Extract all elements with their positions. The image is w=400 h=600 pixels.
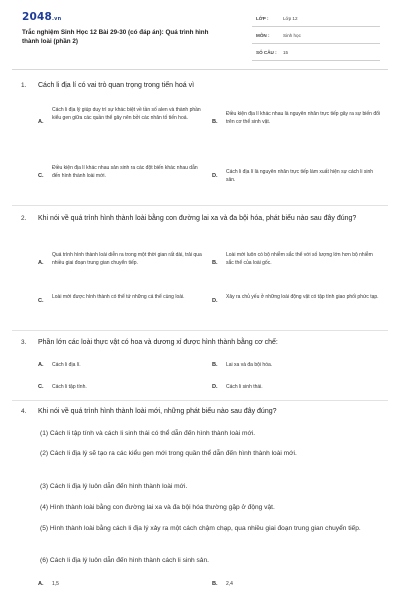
question-number: 2.	[21, 215, 27, 222]
question-number: 3.	[21, 339, 27, 346]
meta-value: Lớp 12	[283, 16, 298, 21]
question-divider	[12, 400, 388, 401]
statement: (3) Cách li địa lý luôn dẫn đến hình thành loài mới.	[40, 483, 188, 490]
option-label: A.	[38, 119, 44, 125]
question-divider	[12, 205, 388, 206]
option-label: B.	[212, 362, 218, 368]
meta-key: SỐ CÂU :	[256, 50, 277, 55]
option-label: C.	[38, 173, 44, 179]
logo-main: 2048	[22, 11, 53, 23]
option-text: Cách li sinh thái.	[226, 384, 263, 390]
option-label: B.	[212, 581, 218, 587]
question-text: Khi nói về quá trình hình thành loài bằng con đường lai xa và đa bội hóa, phát biểu nào sau đây đúng?	[38, 215, 357, 222]
statement: (1) Cách li tập tính và cách li sinh thái có thể dẫn đến hình thành loài mới.	[40, 430, 256, 437]
option-text: Cách li địa lý giúp duy trì sự khác biệt về tần số alen và thành phần kiểu gen giữa các quần thể gây nên bởi các nhân tố tiến hoá.	[52, 107, 201, 121]
meta-row-class	[252, 10, 380, 27]
meta-key: LỚP :	[256, 16, 269, 21]
meta-row-count	[252, 44, 380, 61]
option-text: 2,4	[226, 581, 233, 587]
option-text: Loài mới được hình thành có thể tứ những cá thể cùng loài.	[52, 294, 185, 300]
option-label: C.	[38, 384, 44, 390]
question-text: Cách li địa lí có vai trò quan trọng trong tiến hoá vì	[38, 82, 195, 89]
option-text: Cách li địa lí.	[52, 362, 81, 368]
meta-value: 15	[283, 50, 289, 55]
option-label: B.	[212, 260, 218, 266]
question-text: Khi nói về quá trình hình thành loài mới, những phát biểu nào sau đây đúng?	[38, 408, 277, 415]
statement: (4) Hình thành loài bằng con đường lai xa và đa bội hóa thường gặp ở động vật.	[40, 504, 275, 511]
option-label: A.	[38, 581, 44, 587]
option-text: 1,5	[52, 581, 59, 587]
option-text: Cách li tập tính.	[52, 384, 87, 390]
meta-table	[252, 10, 380, 61]
meta-value: Sinh học	[283, 33, 301, 38]
document-title: Trắc nghiệm Sinh Học 12 Bài 29-30 (có đáp án): Quá trình hình thành loài (phần 2)	[22, 29, 209, 45]
option-text: Điều kiện địa lí khác nhau là nguyên nhân trực tiếp gây ra sự biến đổi trên cơ thể sinh vật.	[226, 111, 381, 125]
meta-key: MÔN :	[256, 33, 270, 38]
statement: (2) Cách li địa lý sẽ tạo ra các kiểu gen mới trong quần thể dẫn đến hình thành loài mới.	[40, 450, 297, 457]
question-text: Phần lớn các loài thực vật có hoa và dương xỉ được hình thành bằng cơ chế:	[38, 339, 278, 346]
option-text: Xảy ra chủ yếu ở những loài động vật có tập tính giao phối phức tạp.	[226, 294, 379, 300]
option-text: Loài mới luôn có bộ nhiễm sắc thể với số lượng lớn hơn bộ nhiễm sắc thể của loài gốc.	[226, 252, 373, 266]
document-header	[0, 0, 400, 64]
site-logo[interactable]	[22, 11, 61, 23]
statement: (6) Cách li địa lý luôn dẫn đến hình thành cách li sinh sản.	[40, 557, 209, 564]
statement: (5) Hình thành loài bằng cách li địa lý xảy ra một cách chậm chạp, qua nhiều giai đoạn trung gian chuyển tiếp.	[40, 525, 361, 532]
option-label: C.	[38, 298, 44, 304]
option-label: A.	[38, 362, 44, 368]
option-text: Quá trình hình thành loài diễn ra trong một thời gian rất dài, trải qua nhiều giai đoạn trung gian chuyển tiếp.	[52, 252, 202, 266]
option-text: Điều kiện địa lí khác nhau sản sinh ra các đột biến khác nhau dẫn đến hình thành loài mới.	[52, 165, 198, 179]
question-number: 1.	[21, 82, 27, 89]
option-text: Lai xa và đa bội hóa.	[226, 362, 273, 368]
question-divider	[12, 330, 388, 331]
header-divider	[12, 69, 388, 70]
option-label: A.	[38, 260, 44, 266]
option-text: Cách li địa lí là nguyên nhân trực tiếp làm xuất hiện sự cách li sinh sản.	[226, 169, 374, 183]
question-number: 4.	[21, 408, 27, 415]
logo-suffix: .vn	[52, 16, 62, 22]
meta-row-subject	[252, 27, 380, 44]
option-label: D.	[212, 173, 218, 179]
option-label: D.	[212, 384, 218, 390]
option-label: B.	[212, 119, 218, 125]
option-label: D.	[212, 298, 218, 304]
